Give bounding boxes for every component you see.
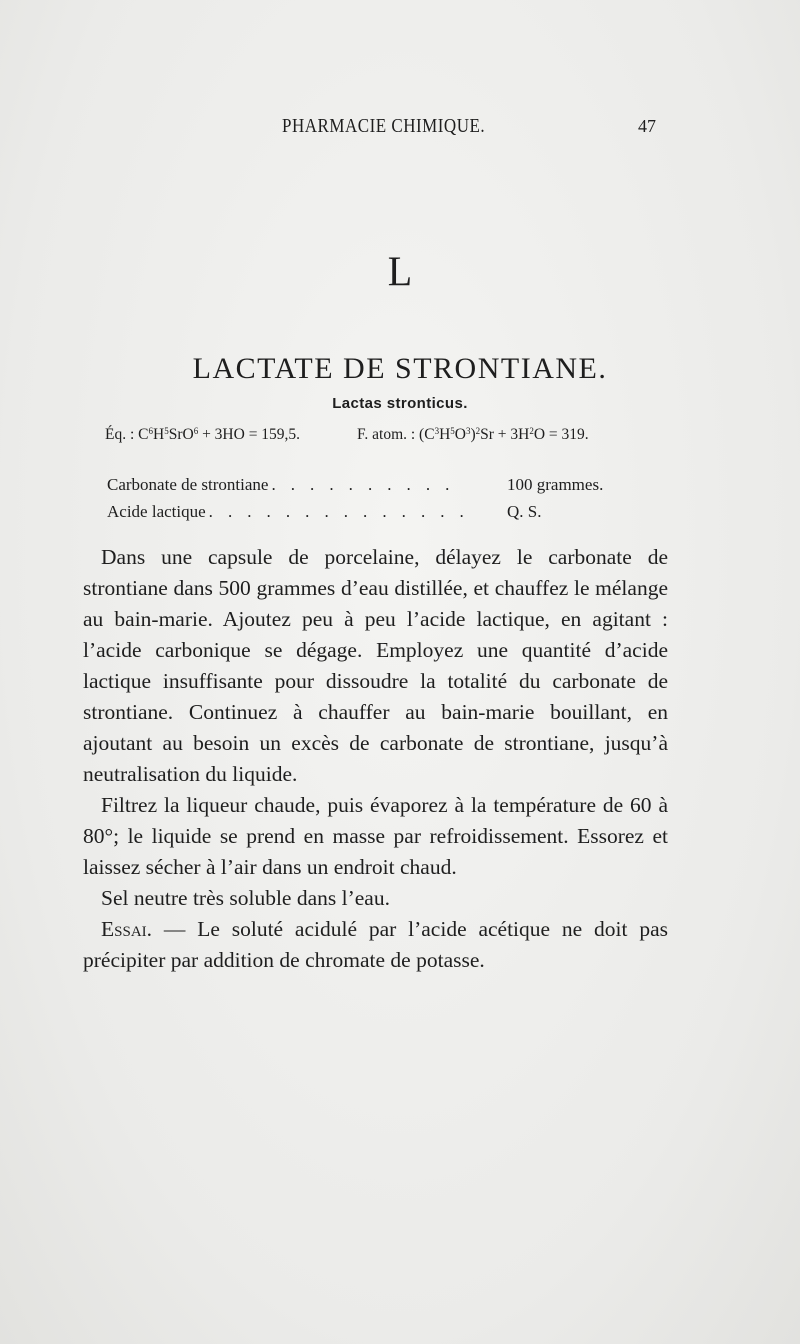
essai-text: — Le soluté acidulé par l’acide acétique ne doit pas précipiter par addition de chromate de potasse. [83, 917, 668, 972]
running-title: PHARMACIE CHIMIQUE. [282, 114, 486, 137]
running-header [0, 116, 800, 140]
leader-dots: . . . . . . . . . . [271, 475, 455, 494]
latin-name: Lactas stronticus. [332, 395, 468, 412]
equivalent-formula: Éq. : $C^6H^5SrO^6 + 3HO = 159,5$. [105, 426, 301, 443]
section-letter: L [387, 247, 413, 296]
atomic-formula: F. atom. : $(C^3H^5O^3)^2Sr + 3H^2O = 319$. [357, 426, 589, 443]
ingredient-quantity: 100 grammes. [507, 475, 604, 494]
paragraph: Filtrez la liqueur chaude, puis évaporez à la température de 60 à 80°; le liquide se prend en masse par refroidissement. Essorez et laissez sécher à l’air dans un endroit chaud. [83, 793, 668, 879]
article-title: LACTATE DE STRONTIANE. [192, 352, 608, 385]
ingredient-quantity: Q. S. [507, 502, 542, 521]
essai-label: Essai. [101, 917, 153, 941]
ingredient-name: Carbonate de strontiane [107, 475, 269, 494]
paragraph: Sel neutre très soluble dans l’eau. [101, 886, 390, 910]
recipe-line [107, 475, 627, 495]
ingredient-name: Acide lactique [107, 502, 206, 521]
leader-dots: . . . . . . . . . . . . . . [208, 502, 470, 521]
recipe-line [107, 502, 627, 522]
page-number: 47 [638, 116, 656, 136]
paragraph: Dans une capsule de porcelaine, délayez le carbonate de strontiane dans 500 grammes d’eau distillée, et chauffez le mélange au bain-marie. Ajoutez peu à peu l’acide lactique, en agitant : l’acide carbonique se dégage. Employez une quantité d’acide lactique insuffisante pour dissoudre la totalité du carbonate de strontiane. Continuez à chauffer au bain-marie bouillant, en ajoutant au besoin un excès de carbonate de strontiane, jusqu’à neutralisation du liquide. [83, 545, 668, 786]
essai-paragraph [83, 914, 668, 976]
body-text [83, 542, 668, 976]
